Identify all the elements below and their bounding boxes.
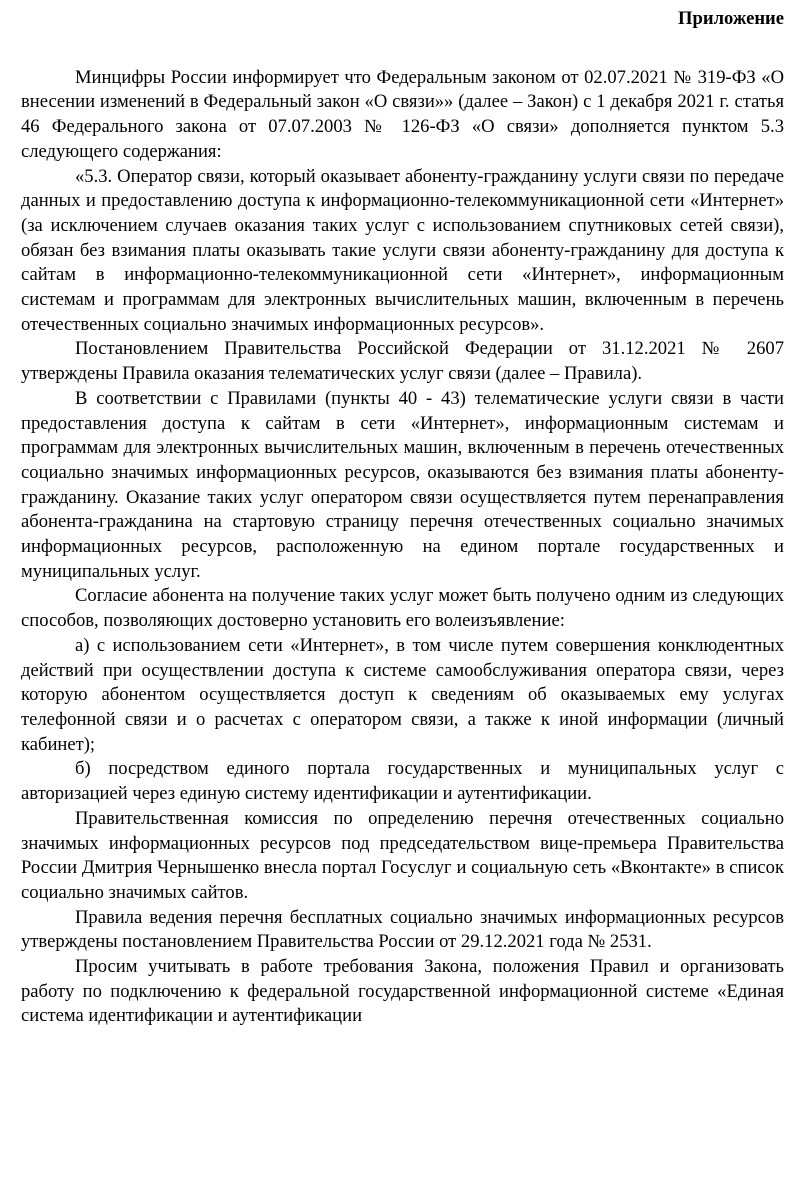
paragraph-quote-5-3: «5.3. Оператор связи, который оказывает абоненту-гражданину услуги связи по передаче данных и предоставлению доступа к информационно-телекоммуникационной сети «Интернет» (за исключением случаев оказания таких услуг с использованием спутниковых сетей связи), обязан без взимания платы оказывать такие услуги связи абоненту-гражданину для доступа к сайтам в информационно-телекоммуникационной сети «Интернет», информационным системам и программам для электронных вычислительных машин, включенным в перечень отечественных социально значимых информационных ресурсов».: [21, 165, 784, 335]
paragraph-request: Просим учитывать в работе требования Закона, положения Правил и организовать работу по подключению к федеральной государственной информационной системе «Единая система идентификации и аутентификации: [21, 956, 784, 1027]
paragraph-intro-law-319: Минцифры России информирует что Федеральным законом от 02.07.2021 № 319-ФЗ «О внесении изменений в Федеральный закон «О связи»» (далее – Закон) с 1 декабря 2021 г. статья 46 Федерального закона от 07.07.2003 № 126-ФЗ «О связи» дополняется пунктом 5.3 следующего содержания:: [21, 66, 784, 162]
paragraph-decree-2531: Правила ведения перечня бесплатных социально значимых информационных ресурсов утверждены постановлением Правительства России от 29.12.2021 года № 2531.: [21, 906, 784, 953]
document-page: [21, 0, 784, 1029]
paragraph-method-a: а) с использованием сети «Интернет», в том числе путем совершения конклюдентных действий при осуществлении доступа к системе самообслуживания оператора связи, через которую абонентом осуществляется доступ к сведениям об оказываемых ему услугах телефонной связи и о расчетах с оператором связи, а также к иной информации (личный кабинет);: [21, 634, 784, 755]
paragraph-rules-40-43: В соответствии с Правилами (пункты 40 - 43) телематические услуги связи в части предоставления доступа к сайтам в сети «Интернет», информационным системам и программам для электронных вычислительных машин, включенным в перечень отечественных социально значимых информационных ресурсов, оказываются без взимания платы абоненту-гражданину. Оказание таких услуг оператором связи осуществляется путем перенаправления абонента-гражданина на стартовую страницу перечня отечественных социально значимых информационных ресурсов, расположенную на едином портале государственных и муниципальных услуг.: [21, 387, 784, 582]
appendix-heading: Приложение: [678, 8, 784, 29]
paragraph-government-commission: Правительственная комиссия по определению перечня отечественных социально значимых информационных ресурсов под председательством вице-премьера Правительства России Дмитрия Чернышенко внесла портал Госуслуг и социальную сеть «Вконтакте» в список социально значимых сайтов.: [21, 807, 784, 903]
paragraph-decree-2607: Постановлением Правительства Российской Федерации от 31.12.2021 № 2607 утверждены Правила оказания телематических услуг связи (далее – Правила).: [21, 338, 784, 385]
paragraph-consent-methods: Согласие абонента на получение таких услуг может быть получено одним из следующих способов, позволяющих достоверно установить его волеизъявление:: [21, 585, 784, 632]
paragraph-method-b: б) посредством единого портала государственных и муниципальных услуг с авторизацией через единую систему идентификации и аутентификации.: [21, 758, 784, 805]
